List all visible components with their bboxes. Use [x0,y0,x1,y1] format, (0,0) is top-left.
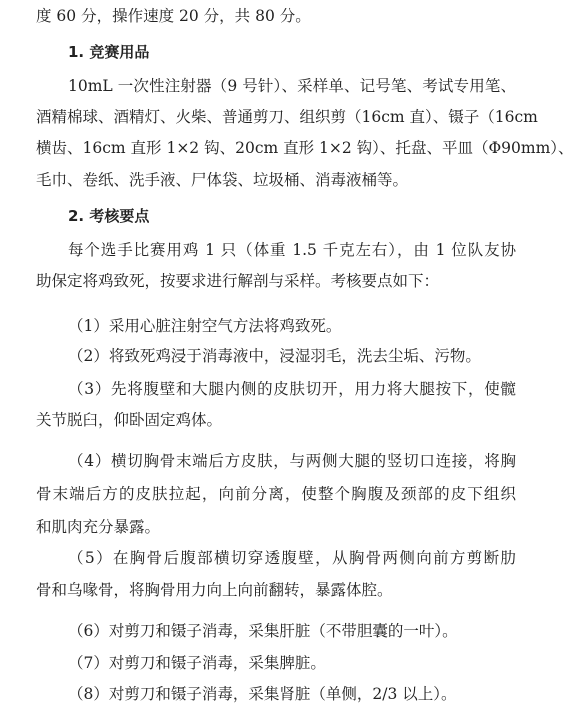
text-line: 和肌肉充分暴露。 [36,518,161,536]
list-item: （8）对剪刀和镊子消毒，采集肾脏（单侧，2/3 以上）。 [68,685,457,703]
text-line: 横齿、16cm 直形 1×2 钩、20cm 直形 1×2 钩）、托盘、平皿（Φ90mm）、 [36,139,574,157]
list-item: （3）先将腹壁和大腿内侧的皮肤切开，用力将大腿按下，使髋 [68,380,516,398]
list-item: （5）在胸骨后腹部横切穿透腹壁，从胸骨两侧向前方剪断肋 [68,549,516,567]
section-heading-assessment-points: 2. 考核要点 [68,207,150,225]
text-line: 骨末端后方的皮肤拉起，向前分离，使整个胸腹及颈部的皮下组织 [36,485,516,503]
list-item: （6）对剪刀和镊子消毒，采集肝脏（不带胆囊的一叶）。 [68,622,458,640]
list-item: （1）采用心脏注射空气方法将鸡致死。 [68,317,342,335]
text-line: 每个选手比赛用鸡 1 只（体重 1.5 千克左右），由 1 位队友协 [68,241,516,259]
text-line: 毛巾、卷纸、洗手液、尸体袋、垃圾桶、消毒液桶等。 [36,171,409,189]
section-heading-competition-supplies: 1. 竞赛用品 [68,43,150,61]
text-line: 骨和乌喙骨，将胸骨用力向上向前翻转，暴露体腔。 [36,581,393,599]
list-item: （4）横切胸骨末端后方皮肤，与两侧大腿的竖切口连接，将胸 [68,452,516,470]
text-line: 关节脱臼，仰卧固定鸡体。 [36,411,223,429]
text-line: 助保定将鸡致死，按要求进行解剖与采样。考核要点如下： [36,272,440,290]
list-item: （2）将致死鸡浸于消毒液中，浸湿羽毛，洗去尘垢、污物。 [68,347,481,365]
list-item: （7）对剪刀和镊子消毒，采集脾脏。 [68,654,326,672]
text-line: 10mL 一次性注射器（9 号针）、采样单、记号笔、考试专用笔、 [68,77,516,95]
text-line: 酒精棉球、酒精灯、火柴、普通剪刀、组织剪（16cm 直）、镊子（16cm [36,108,538,126]
text-line: 度 60 分，操作速度 20 分，共 80 分。 [36,7,311,25]
